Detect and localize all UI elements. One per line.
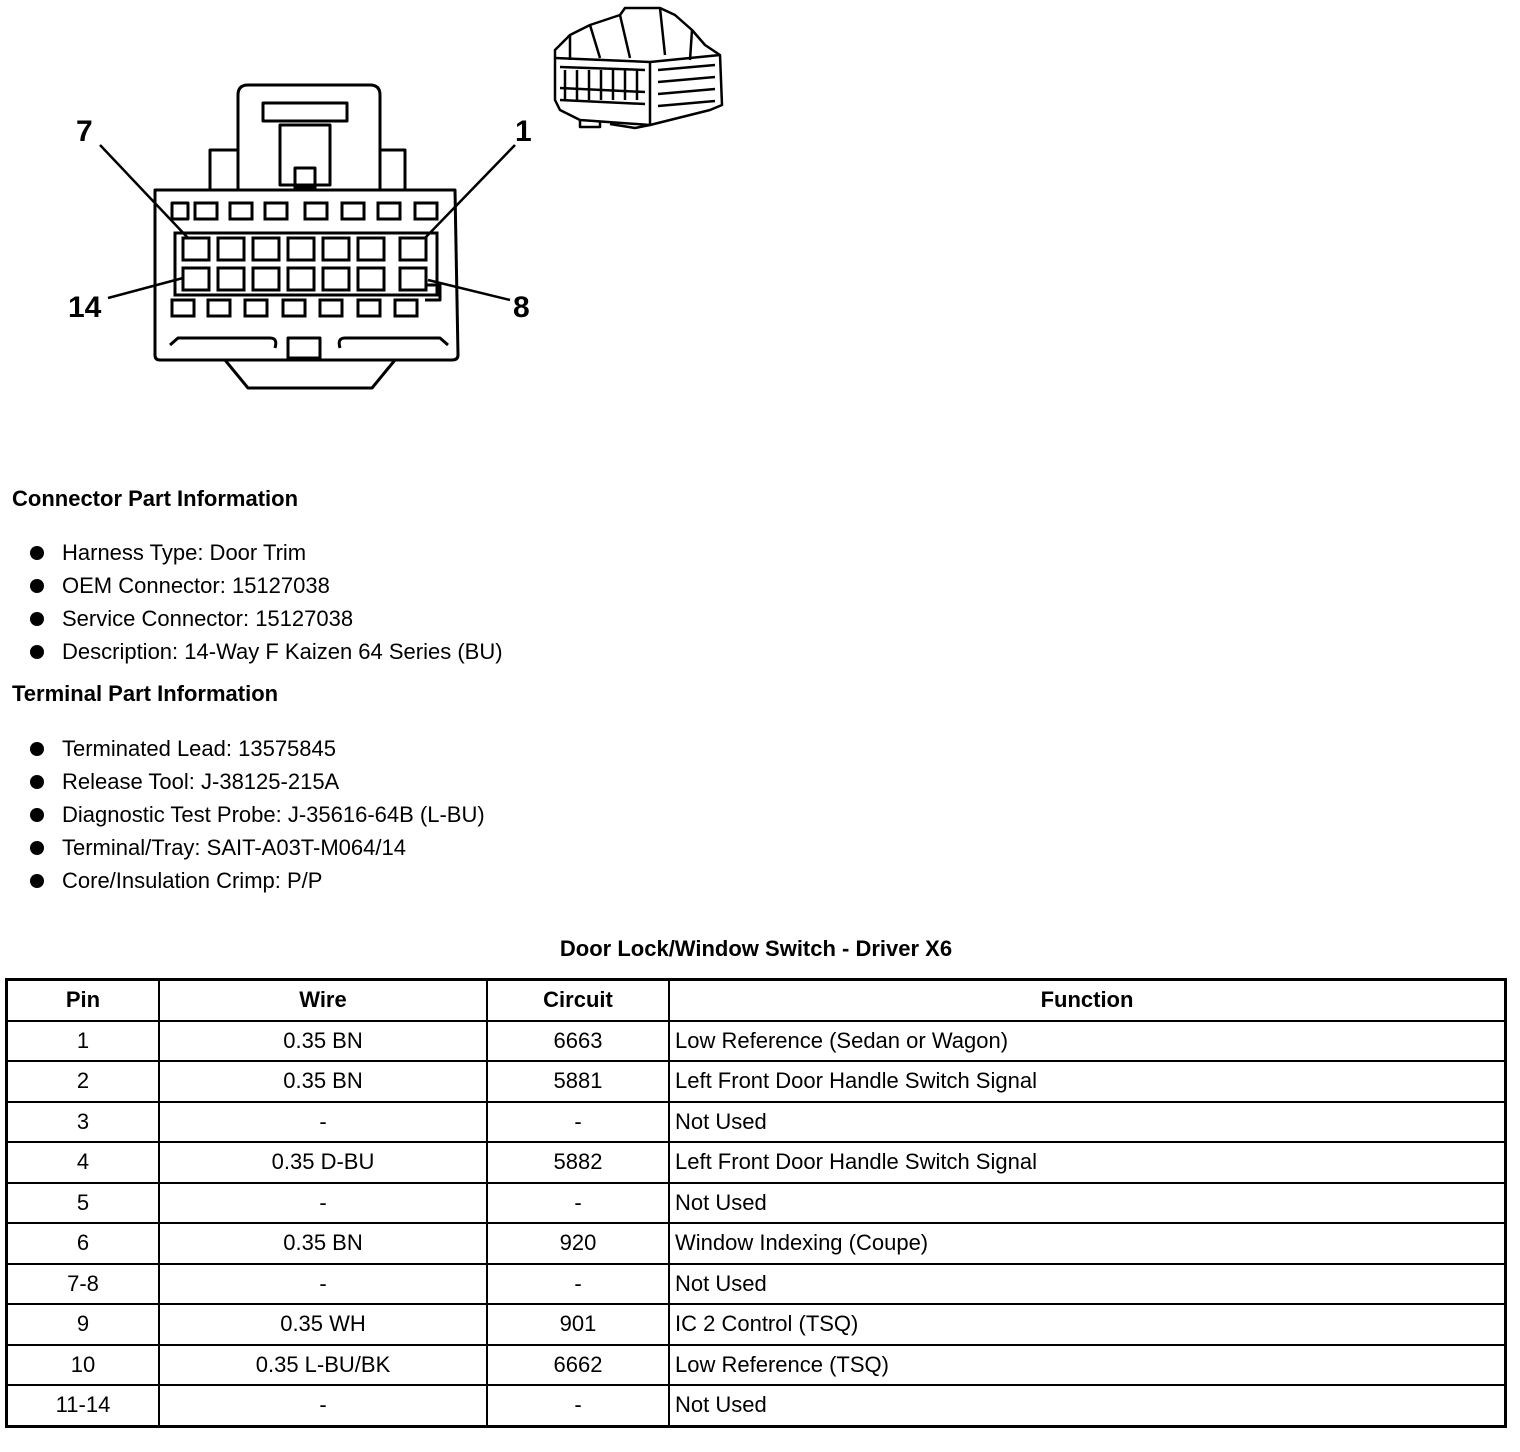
table-row — [7, 1102, 1506, 1143]
pin-cavities — [172, 203, 437, 316]
table-row — [7, 1264, 1506, 1305]
cell-pin: 10 — [7, 1345, 160, 1386]
bullet-icon — [30, 775, 44, 789]
bullet-icon — [30, 579, 44, 593]
table-row — [7, 1142, 1506, 1183]
list-item: Diagnostic Test Probe: J-35616-64B (L-BU) — [28, 802, 485, 835]
column-header-circuit: Circuit — [487, 980, 669, 1021]
pin-table — [5, 978, 1507, 1428]
cell-circuit: 920 — [487, 1223, 669, 1264]
cell-wire: 0.35 D-BU — [159, 1142, 487, 1183]
cell-circuit: 6663 — [487, 1021, 669, 1062]
cell-pin: 3 — [7, 1102, 160, 1143]
list-item: Description: 14-Way F Kaizen 64 Series (BU) — [28, 639, 503, 672]
cell-circuit: 6662 — [487, 1345, 669, 1386]
cell-circuit: - — [487, 1102, 669, 1143]
cell-wire: - — [159, 1102, 487, 1143]
bullet-icon — [30, 612, 44, 626]
bullet-icon — [30, 808, 44, 822]
table-row — [7, 1061, 1506, 1102]
terminal-info-title: Terminal Part Information — [12, 681, 279, 706]
list-item: Terminal/Tray: SAIT-A03T-M064/14 — [28, 835, 485, 868]
cell-function: Not Used — [669, 1102, 1506, 1143]
table-row — [7, 1385, 1506, 1426]
connector-diagram — [0, 0, 1520, 470]
cell-circuit: - — [487, 1264, 669, 1305]
pin-label-1: 1 — [515, 115, 532, 148]
cell-pin: 9 — [7, 1304, 160, 1345]
cell-function: Left Front Door Handle Switch Signal — [669, 1061, 1506, 1102]
list-item: Release Tool: J-38125-215A — [28, 769, 485, 802]
cell-function: Not Used — [669, 1264, 1506, 1305]
cell-pin: 7-8 — [7, 1264, 160, 1305]
cell-pin: 11-14 — [7, 1385, 160, 1426]
cell-pin: 5 — [7, 1183, 160, 1224]
list-item: OEM Connector: 15127038 — [28, 573, 503, 606]
cell-circuit: 5881 — [487, 1061, 669, 1102]
pin-label-7: 7 — [76, 115, 93, 148]
cell-wire: - — [159, 1385, 487, 1426]
bullet-icon — [30, 874, 44, 888]
cell-pin: 1 — [7, 1021, 160, 1062]
cell-wire: 0.35 BN — [159, 1061, 487, 1102]
cell-function: Window Indexing (Coupe) — [669, 1223, 1506, 1264]
cell-wire: - — [159, 1183, 487, 1224]
pin-table-title: Door Lock/Window Switch - Driver X6 — [559, 936, 953, 961]
table-row — [7, 1021, 1506, 1062]
cell-function: Low Reference (TSQ) — [669, 1345, 1506, 1386]
list-item: Core/Insulation Crimp: P/P — [28, 868, 485, 901]
bullet-icon — [30, 546, 44, 560]
list-item: Service Connector: 15127038 — [28, 606, 503, 639]
cell-function: Not Used — [669, 1385, 1506, 1426]
cell-function: IC 2 Control (TSQ) — [669, 1304, 1506, 1345]
cell-pin: 2 — [7, 1061, 160, 1102]
pin-label-14: 14 — [68, 291, 102, 324]
cell-wire: 0.35 L-BU/BK — [159, 1345, 487, 1386]
connector-info-title: Connector Part Information — [12, 486, 299, 511]
terminal-info-list — [28, 736, 485, 901]
connector-3d-view-icon — [555, 8, 722, 128]
column-header-function: Function — [669, 980, 1506, 1021]
cell-function: Not Used — [669, 1183, 1506, 1224]
bullet-icon — [30, 645, 44, 659]
column-header-wire: Wire — [159, 980, 487, 1021]
cell-circuit: 5882 — [487, 1142, 669, 1183]
bullet-icon — [30, 841, 44, 855]
table-header-row — [7, 980, 1506, 1021]
cell-function: Low Reference (Sedan or Wagon) — [669, 1021, 1506, 1062]
table-row — [7, 1345, 1506, 1386]
cell-wire: 0.35 BN — [159, 1021, 487, 1062]
bullet-icon — [30, 742, 44, 756]
cell-wire: 0.35 BN — [159, 1223, 487, 1264]
table-row — [7, 1304, 1506, 1345]
pin-label-8: 8 — [513, 291, 530, 324]
table-row — [7, 1183, 1506, 1224]
cell-pin: 6 — [7, 1223, 160, 1264]
connector-info-list — [28, 540, 503, 672]
cell-circuit: 901 — [487, 1304, 669, 1345]
list-item: Terminated Lead: 13575845 — [28, 736, 485, 769]
cell-wire: 0.35 WH — [159, 1304, 487, 1345]
cell-pin: 4 — [7, 1142, 160, 1183]
cell-circuit: - — [487, 1385, 669, 1426]
cell-wire: - — [159, 1264, 487, 1305]
list-item: Harness Type: Door Trim — [28, 540, 503, 573]
column-header-pin: Pin — [7, 980, 160, 1021]
cell-function: Left Front Door Handle Switch Signal — [669, 1142, 1506, 1183]
table-row — [7, 1223, 1506, 1264]
cell-circuit: - — [487, 1183, 669, 1224]
